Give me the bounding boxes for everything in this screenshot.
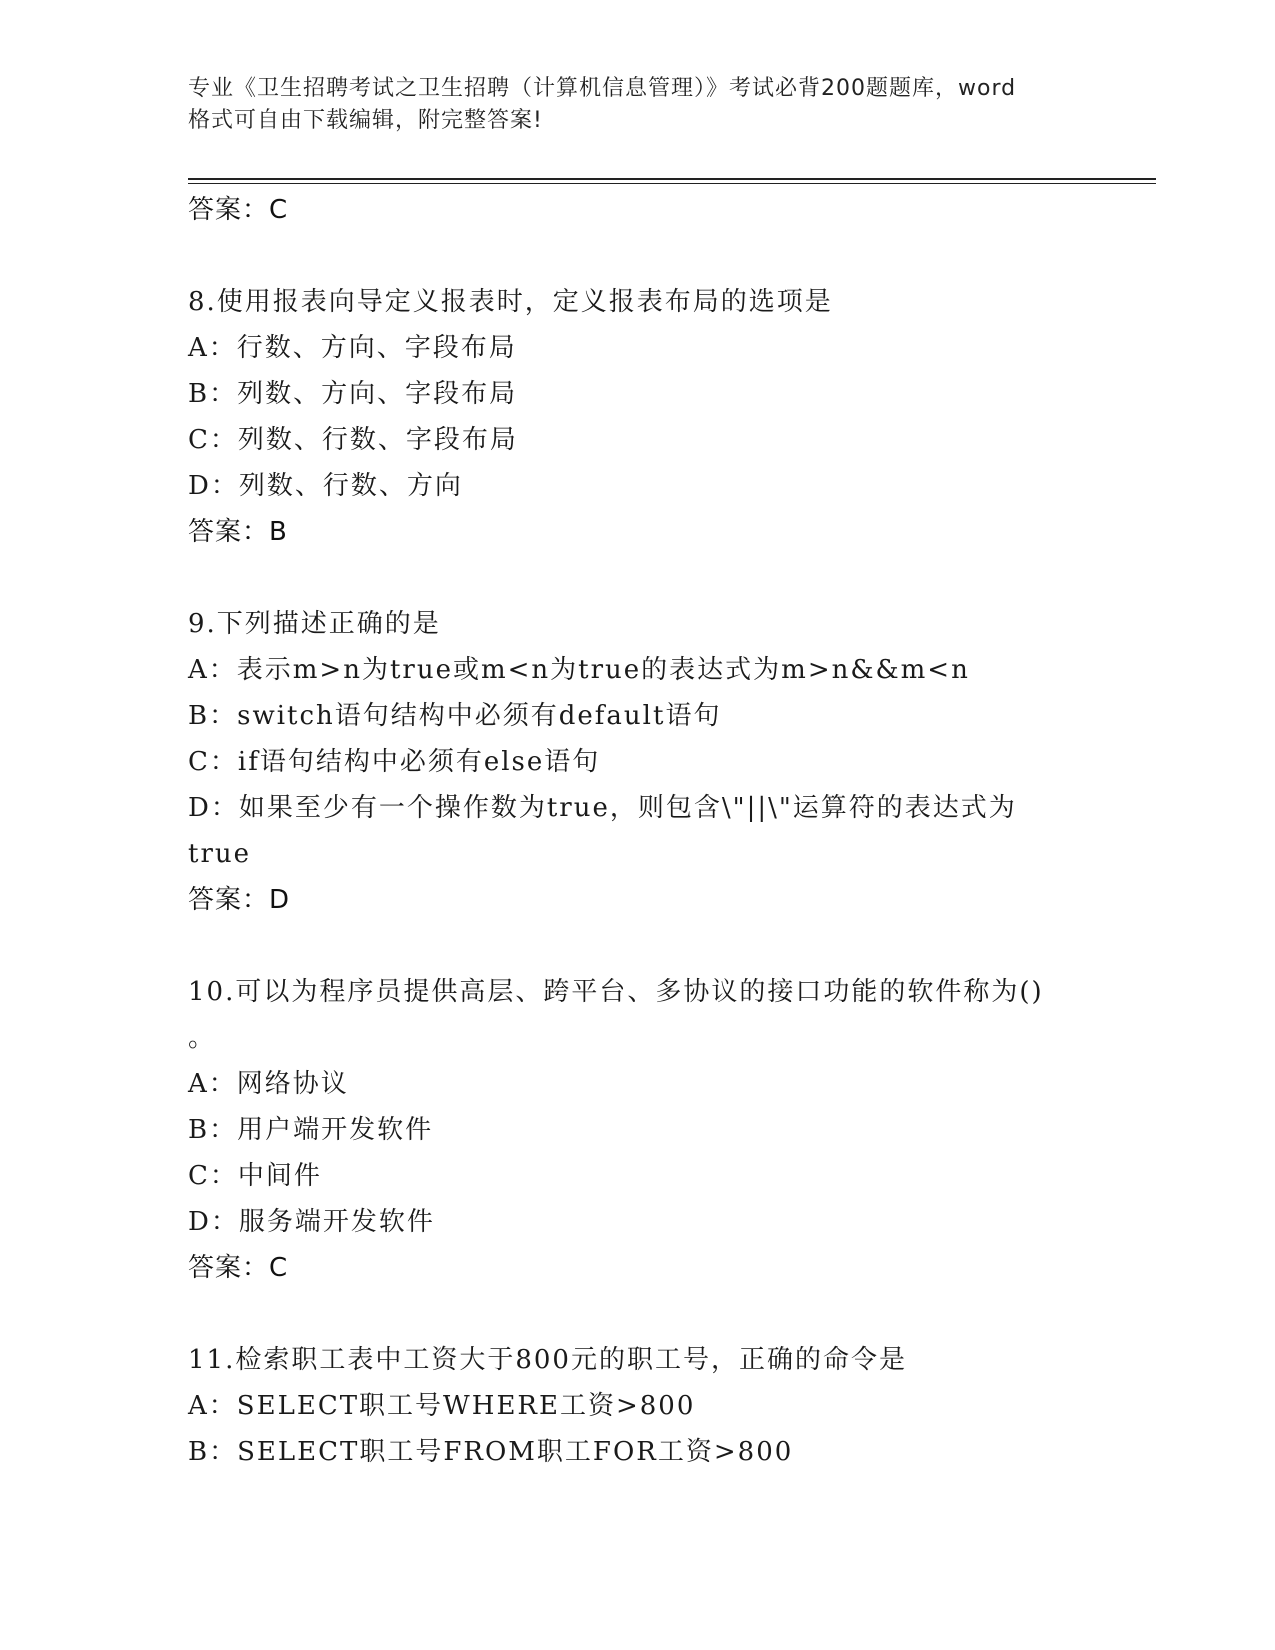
- header-divider-thin: [188, 183, 1156, 184]
- question-9-text: 9.下列描述正确的是: [188, 609, 441, 639]
- question-8-option-c: C：列数、行数、字段布局: [188, 425, 518, 455]
- question-9: [188, 601, 1068, 923]
- question-10-option-c: C：中间件: [188, 1161, 322, 1191]
- question-10-text: 10.可以为程序员提供高层、跨平台、多协议的接口功能的软件称为(): [188, 977, 1044, 1007]
- spacer: [188, 233, 1068, 279]
- question-9-option-c: C：if语句结构中必须有else语句: [188, 747, 601, 777]
- question-11-text: 11.检索职工表中工资大于800元的职工号，正确的命令是: [188, 1345, 907, 1375]
- question-10: [188, 969, 1068, 1291]
- question-9-answer: 答案：D: [188, 885, 291, 915]
- question-8-text: 8.使用报表向导定义报表时，定义报表布局的选项是: [188, 287, 833, 317]
- question-11-option-b: B：SELECT职工号FROM职工FOR工资>800: [188, 1437, 794, 1467]
- question-list: [188, 187, 1068, 1475]
- question-11: [188, 1337, 1068, 1475]
- header-line-2: 格式可自由下载编辑，附完整答案!: [188, 108, 543, 133]
- question-9-option-b: B：switch语句结构中必须有default语句: [188, 701, 722, 731]
- header-line-1: 专业《卫生招聘考试之卫生招聘（计算机信息管理）》考试必背200题题库，word: [188, 76, 1017, 101]
- spacer: [188, 555, 1068, 601]
- question-8-option-a: A：行数、方向、字段布局: [188, 333, 517, 363]
- question-8-option-d: D：列数、行数、方向: [188, 471, 463, 501]
- question-8-answer: 答案：B: [188, 517, 288, 547]
- header-divider-thick: [188, 178, 1156, 180]
- document-header: [188, 73, 1088, 137]
- question-10-option-b: B：用户端开发软件: [188, 1115, 434, 1145]
- answer-q7: 答案：C: [188, 195, 289, 225]
- question-10-option-a: A：网络协议: [188, 1069, 349, 1099]
- question-8-option-b: B：列数、方向、字段布局: [188, 379, 518, 409]
- question-10-option-d: D：服务端开发软件: [188, 1207, 435, 1237]
- spacer: [188, 1291, 1068, 1337]
- question-9-option-a: A：表示m>n为true或m<n为true的表达式为m>n&&m<n: [188, 655, 970, 685]
- question-8: [188, 279, 1068, 555]
- question-11-option-a: A：SELECT职工号WHERE工资>800: [188, 1391, 696, 1421]
- spacer: [188, 923, 1068, 969]
- question-10-answer: 答案：C: [188, 1253, 289, 1283]
- question-10-text-continued: 。: [188, 1023, 217, 1053]
- question-9-option-d: D：如果至少有一个操作数为true，则包含\"||\"运算符的表达式为: [188, 793, 1017, 823]
- question-9-option-d-continued: true: [188, 839, 252, 869]
